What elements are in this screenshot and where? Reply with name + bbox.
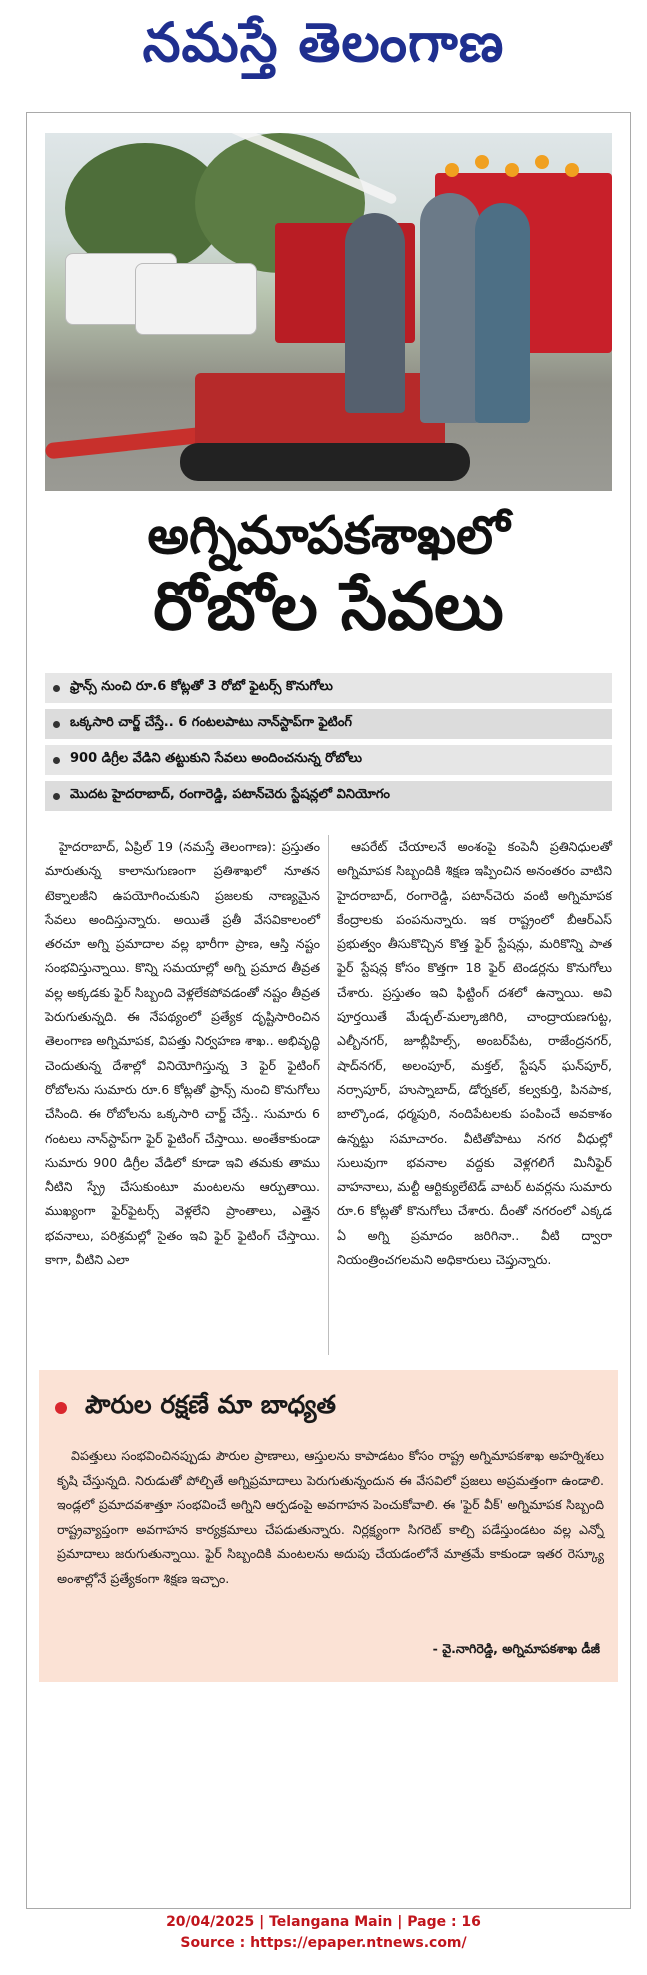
- article-paragraph: ఆపరేట్ చేయాలనే అంశంపై కంపెనీ ప్రతినిధులతో అగ్నిమాపక సిబ్బందికి శిక్షణ ఇప్పించిన అనంతరం వాటిని హైదరాబాద్, రంగారెడ్డి, పటాన్‌చెరు వంటి అగ్నిమాపక కేంద్రాలకు పంపనున్నారు. ఇక రాష్ట్రంలో బీఆర్‌ఎస్ ప్రభుత్వం తీసుకొచ్చిన కొత్త ఫైర్ స్టేషన్లు, మరికొన్ని పాత ఫైర్ స్టేషన్ల కోసం కొత్తగా 18 ఫైర్ టెండర్లను కొనుగోలు చేశారు. ప్రస్తుతం ఇవి ఫిట్టింగ్ దశలో ఉన్నాయి. అవి పూర్తయితే మేడ్చల్-మల్కాజిగిరి, చాంద్రాయణగుట్ట, ఎల్బీనగర్, జూబ్లీహిల్స్, అంబర్‌పేట, రాజేంద్రనగర్, షాద్‌నగర్, అలంపూర్, మక్తల్, స్టేషన్ ఘన్‌పూర్, నర్సాపూర్, హుస్నాబాద్, డోర్నకల్, కల్వకుర్తి, పినపాక, బాల్కొండ, ధర్మపురి, నందిపేటలకు పంపించే అవకాశం ఉన్నట్టు సమాచారం. వీటితోపాటు నగర వీధుల్లో సులువుగా భవనాల వద్దకు వెళ్లగలిగే మినీఫైర్ వాహనాలు, మల్టీ ఆర్టిక్యులేటెడ్ వాటర్ టవర్లను సుమారు రూ.6 కోట్లతో కొనుగోలు చేశారు. దీంతో నగరంలో ఎక్కడ ఏ అగ్ని ప్రమాదం జరిగినా.. వీటి ద్వారా నియంత్రించగలమని అధికారులు చెప్తున్నారు.: [337, 839, 612, 1268]
- article-body: [45, 835, 612, 1355]
- bullet-text: 900 డిగ్రీల వేడిని తట్టుకుని సేవలు అందించనున్న రోబోలు: [70, 751, 362, 766]
- quote-signature: - వై.నాగిరెడ్డి, అగ్నిమాపకశాఖ డీజీ: [432, 1641, 600, 1656]
- vehicle-shape: [135, 263, 257, 335]
- red-dot-icon: [55, 1402, 67, 1414]
- masthead: [0, 0, 647, 100]
- garland-shape: [565, 163, 579, 177]
- bullet-dot-icon: [53, 757, 60, 764]
- headline-line-1: అగ్నిమాపకశాఖలో: [147, 506, 510, 566]
- footer-source-line: Source : https://epaper.ntnews.com/: [180, 1935, 467, 1951]
- person-shape: [420, 193, 480, 423]
- article-paragraph: హైదరాబాద్, ఏప్రిల్ 19 (నమస్తే తెలంగాణ): ప్రస్తుతం మారుతున్న కాలానుగుణంగా ప్రతిశాఖలో నూతన టెక్నాలజీని ఉపయోగించుకుని ప్రజలకు నాణ్యమైన సేవలు అందిస్తున్నారు. అయితే ప్రతీ వేసవికాలంలో తరచూ అగ్ని ప్రమాదాల వల్ల భారీగా ప్రాణ, ఆస్తి నష్టం సంభవిస్తున్నాయి. కొన్ని సమయాల్లో అగ్ని ప్రమాద తీవ్రత వల్ల అక్కడకు ఫైర్ సిబ్బంది వెళ్లలేకపోవడంతో నష్టం తీవ్రత పెరుగుతున్నది. ఈ నేపథ్యంలో ప్రత్యేక దృష్టిసారించిన తెలంగాణ అగ్నిమాపక, విపత్తు నిర్వహణ శాఖ.. అభివృద్ధి చెందుతున్న దేశాల్లో వినియోగిస్తున్న 3 ఫైర్ ఫైటింగ్ రోబోలను సుమారు రూ.6 కోట్లతో ఫ్రాన్స్ నుంచి కొనుగోలు చేసింది. ఈ రోబోలను ఒక్కసారి చార్జ్ చేస్తే.. సుమారు 6 గంటలు నాన్‌స్టాప్‌గా ఫైర్ ఫైటింగ్ చేస్తాయి. అంతేకాకుండా సుమారు 900 డిగ్రీల వేడిలో కూడా ఇవి తమకు తాము నీటిని స్ప్రే చేసుకుంటూ మంటలను ఆర్పుతాయి. ముఖ్యంగా ఫైర్‌ఫైటర్స్ వెళ్లలేని ప్రాంతాలు, ఎత్తైన భవనాలు, పరిశ్రమల్లో సైతం ఇవి ఫైర్ ఫైటింగ్ చేస్తాయి. కాగా, వీటిని ఎలా: [45, 839, 320, 1268]
- person-shape: [475, 203, 530, 423]
- quote-box-title: [55, 1388, 336, 1428]
- highlight-bullets: [45, 673, 612, 817]
- footer-edition-line: 20/04/2025 | Telangana Main | Page : 16: [166, 1914, 481, 1930]
- headline: [27, 508, 630, 644]
- column-divider: [328, 835, 329, 1355]
- bullet-dot-icon: [53, 721, 60, 728]
- bullet-text: ఒక్కసారి చార్జ్ చేస్తే.. 6 గంటలపాటు నాన్‌స్టాప్‌గా ఫైటింగ్: [70, 715, 353, 730]
- quote-box-body: [57, 1444, 604, 1591]
- robot-body-shape: [195, 373, 445, 453]
- robot-track-shape: [180, 443, 470, 481]
- bullet-text: మొదట హైదరాబాద్, రంగారెడ్డి, పటాన్‌చెరు స్టేషన్లలో వినియోగం: [70, 787, 391, 802]
- bullet-dot-icon: [53, 685, 60, 692]
- footer: [0, 1912, 647, 1954]
- article-clipping: [26, 112, 631, 1909]
- article-photo: [45, 133, 612, 491]
- highlight-bullet: [45, 745, 612, 775]
- person-shape: [345, 213, 405, 413]
- garland-shape: [445, 163, 459, 177]
- bullet-text: ఫ్రాన్స్ నుంచి రూ.6 కోట్లతో 3 రోబో ఫైటర్స్ కొనుగోలు: [70, 679, 333, 694]
- garland-shape: [535, 155, 549, 169]
- article-column-right: [337, 835, 612, 1272]
- highlight-bullet: [45, 709, 612, 739]
- quote-paragraph: విపత్తులు సంభవించినప్పుడు పౌరుల ప్రాణాలు, ఆస్తులను కాపాడటం కోసం రాష్ట్ర అగ్నిమాపకశాఖ అహర్నిశలు కృషి చేస్తున్నది. నిరుడుతో పోల్చితే అగ్నిప్రమాదాలు పెరుగుతున్నందున ఈ వేసవిలో ప్రజలు అప్రమత్తంగా ఉండాలి. ఇండ్లలో ప్రమాదవశాత్తూ సంభవించే అగ్నిని ఆర్పడంపై అవగాహన పెంచుకోవాలి. ఈ 'ఫైర్ వీక్' అగ్నిమాపక సిబ్బంది రాష్ట్రవ్యాప్తంగా అవగాహన కార్యక్రమాలు చేపడుతున్నారు. నిర్లక్ష్యంగా సిగరెట్ కాల్చి పడేస్తుండటం వల్ల ఎన్నో ప్రమాదాలు జరుగుతున్నాయి. ఫైర్ సిబ్బందికి మంటలను అదుపు చేయడంలోనే మాత్రమే కాకుండా ఇతర రెస్క్యూ అంశాల్లోనే ప్రత్యేకంగా శిక్షణ ఇచ్చాం.: [57, 1448, 604, 1586]
- headline-line-2: రోబోల సేవలు: [153, 568, 504, 646]
- article-column-left: [45, 835, 320, 1272]
- bullet-dot-icon: [53, 793, 60, 800]
- garland-shape: [505, 163, 519, 177]
- quote-box: [39, 1370, 618, 1682]
- quote-box-title-text: పౌరుల రక్షణే మా బాధ్యత: [85, 1390, 336, 1419]
- highlight-bullet: [45, 781, 612, 811]
- highlight-bullet: [45, 673, 612, 703]
- newspaper-logo: నమస్తే తెలంగాణ: [142, 10, 505, 74]
- garland-shape: [475, 155, 489, 169]
